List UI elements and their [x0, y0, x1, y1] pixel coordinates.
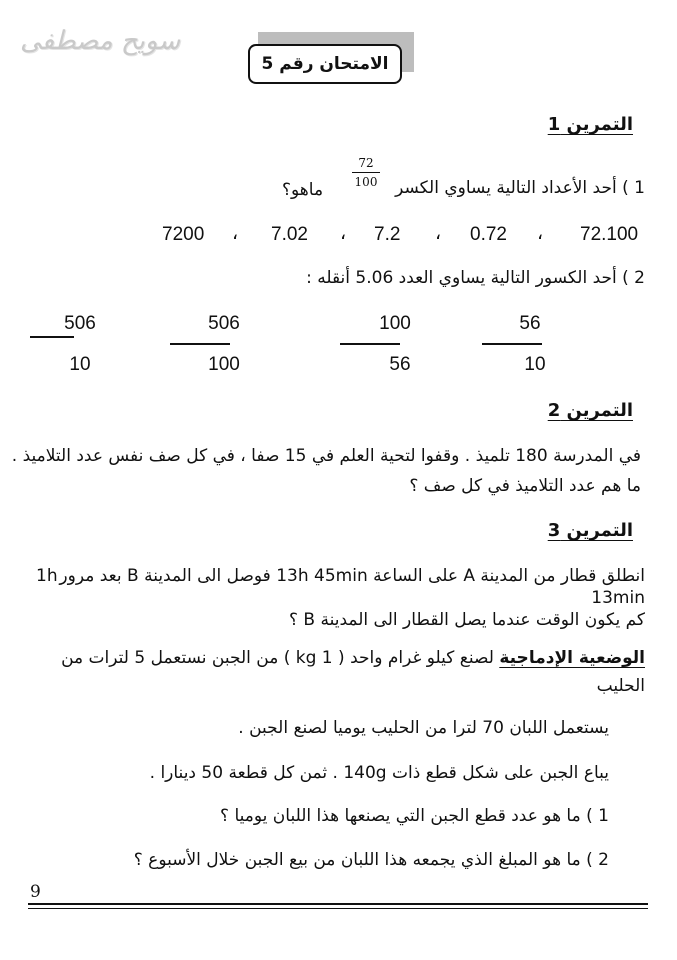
exercise-1-question-1 [395, 178, 645, 198]
situation-question-1: 1 ) ما هو عدد قطع الجبن التي يصنعها هذا اللبان يوميا ؟ [220, 806, 609, 826]
option-3: 7.2 [374, 224, 401, 245]
footer-rule-thin [28, 908, 648, 909]
option-separator: ، [232, 223, 239, 244]
q1-fraction-denominator: 100 [354, 175, 378, 189]
exercise-2-heading: التمرين 2 [547, 400, 633, 421]
situation-line-3: يستعمل اللبان 70 لترا من الحليب يوميا لصنع الجبن . [238, 718, 609, 738]
footer-rule [28, 903, 648, 905]
author-watermark: سويح مصطفى [20, 26, 181, 56]
fraction-option-4 [40, 313, 120, 335]
exercise-2-line-2: ما هم عدد التلاميذ في كل صف ؟ [409, 476, 641, 496]
fraction-option-3-den [184, 354, 264, 376]
option-2: 0.72 [470, 224, 507, 245]
q1-text-after: ماهو؟ [282, 180, 324, 200]
fraction-bar [482, 343, 542, 345]
fraction-option-4-den [40, 354, 120, 376]
exercise-2-line-1: في المدرسة 180 تلميذ . وقفوا لتحية العلم في 15 صفا ، في كل صف نفس عدد التلاميذ . [11, 446, 641, 466]
fraction-option-1 [490, 313, 570, 335]
fraction-bar [340, 343, 400, 345]
option-5: 7200 [162, 224, 205, 245]
situation-text-1: لصنع كيلو غرام واحد ( 1 kg ) من الجبن نستعمل 5 لترات من [61, 648, 494, 668]
fraction-numerator: 56 [519, 313, 541, 334]
fraction-numerator: 506 [208, 313, 240, 334]
option-4: 7.02 [271, 224, 308, 245]
fraction-denominator: 56 [389, 354, 411, 375]
situation-line-4: يباع الجبن على شكل قطع ذات 140g . ثمن كل قطعة 50 دينارا . [149, 763, 609, 783]
situation-line-1 [61, 648, 645, 668]
page-number: 9 [30, 882, 41, 902]
fraction-bar [30, 336, 74, 338]
q1-index: 1 ) [622, 178, 645, 198]
fraction-denominator: 10 [524, 354, 546, 375]
q1-fraction [350, 156, 382, 189]
fraction-option-2-den [360, 354, 440, 376]
fraction-denominator: 100 [208, 354, 240, 375]
q1-fraction-bar [352, 172, 380, 173]
fraction-option-1-den [495, 354, 575, 376]
fraction-numerator: 100 [379, 313, 411, 334]
exercise-3-line-1: انطلق قطار من المدينة A على الساعة 13h 45min فوصل الى المدينة B بعد مرور [59, 566, 645, 586]
exam-title: الامتحان رقم 5 [248, 44, 402, 84]
fraction-option-2 [355, 313, 435, 335]
situation-heading: الوضعية الإدماجية [499, 648, 645, 668]
fraction-denominator: 10 [69, 354, 91, 375]
exercise-3-line-2: 13min [591, 588, 645, 608]
exercise-3-heading: التمرين 3 [547, 520, 633, 541]
exercise-3-line-1-end: 1h [36, 566, 58, 586]
q1-text-before: أحد الأعداد التالية يساوي الكسر [395, 178, 617, 198]
fraction-option-3 [184, 313, 264, 335]
situation-question-2: 2 ) ما هو المبلغ الذي يجمعه هذا اللبان من بيع الجبن خلال الأسبوع ؟ [133, 850, 609, 870]
exercise-1-question-2: 2 ) أحد الكسور التالية يساوي العدد 5.06 أنقله : [306, 268, 645, 288]
option-separator: ، [537, 223, 544, 244]
exercise-3-line-3: كم يكون الوقت عندما يصل القطار الى المدينة B ؟ [288, 610, 645, 630]
situation-line-2: الحليب [596, 676, 645, 696]
option-separator: ، [340, 223, 347, 244]
option-separator: ، [435, 223, 442, 244]
fraction-numerator: 506 [64, 313, 96, 334]
q1-fraction-numerator: 72 [358, 156, 374, 170]
exercise-1-heading: التمرين 1 [547, 114, 633, 135]
option-1: 72.100 [580, 224, 639, 245]
fraction-bar [170, 343, 230, 345]
